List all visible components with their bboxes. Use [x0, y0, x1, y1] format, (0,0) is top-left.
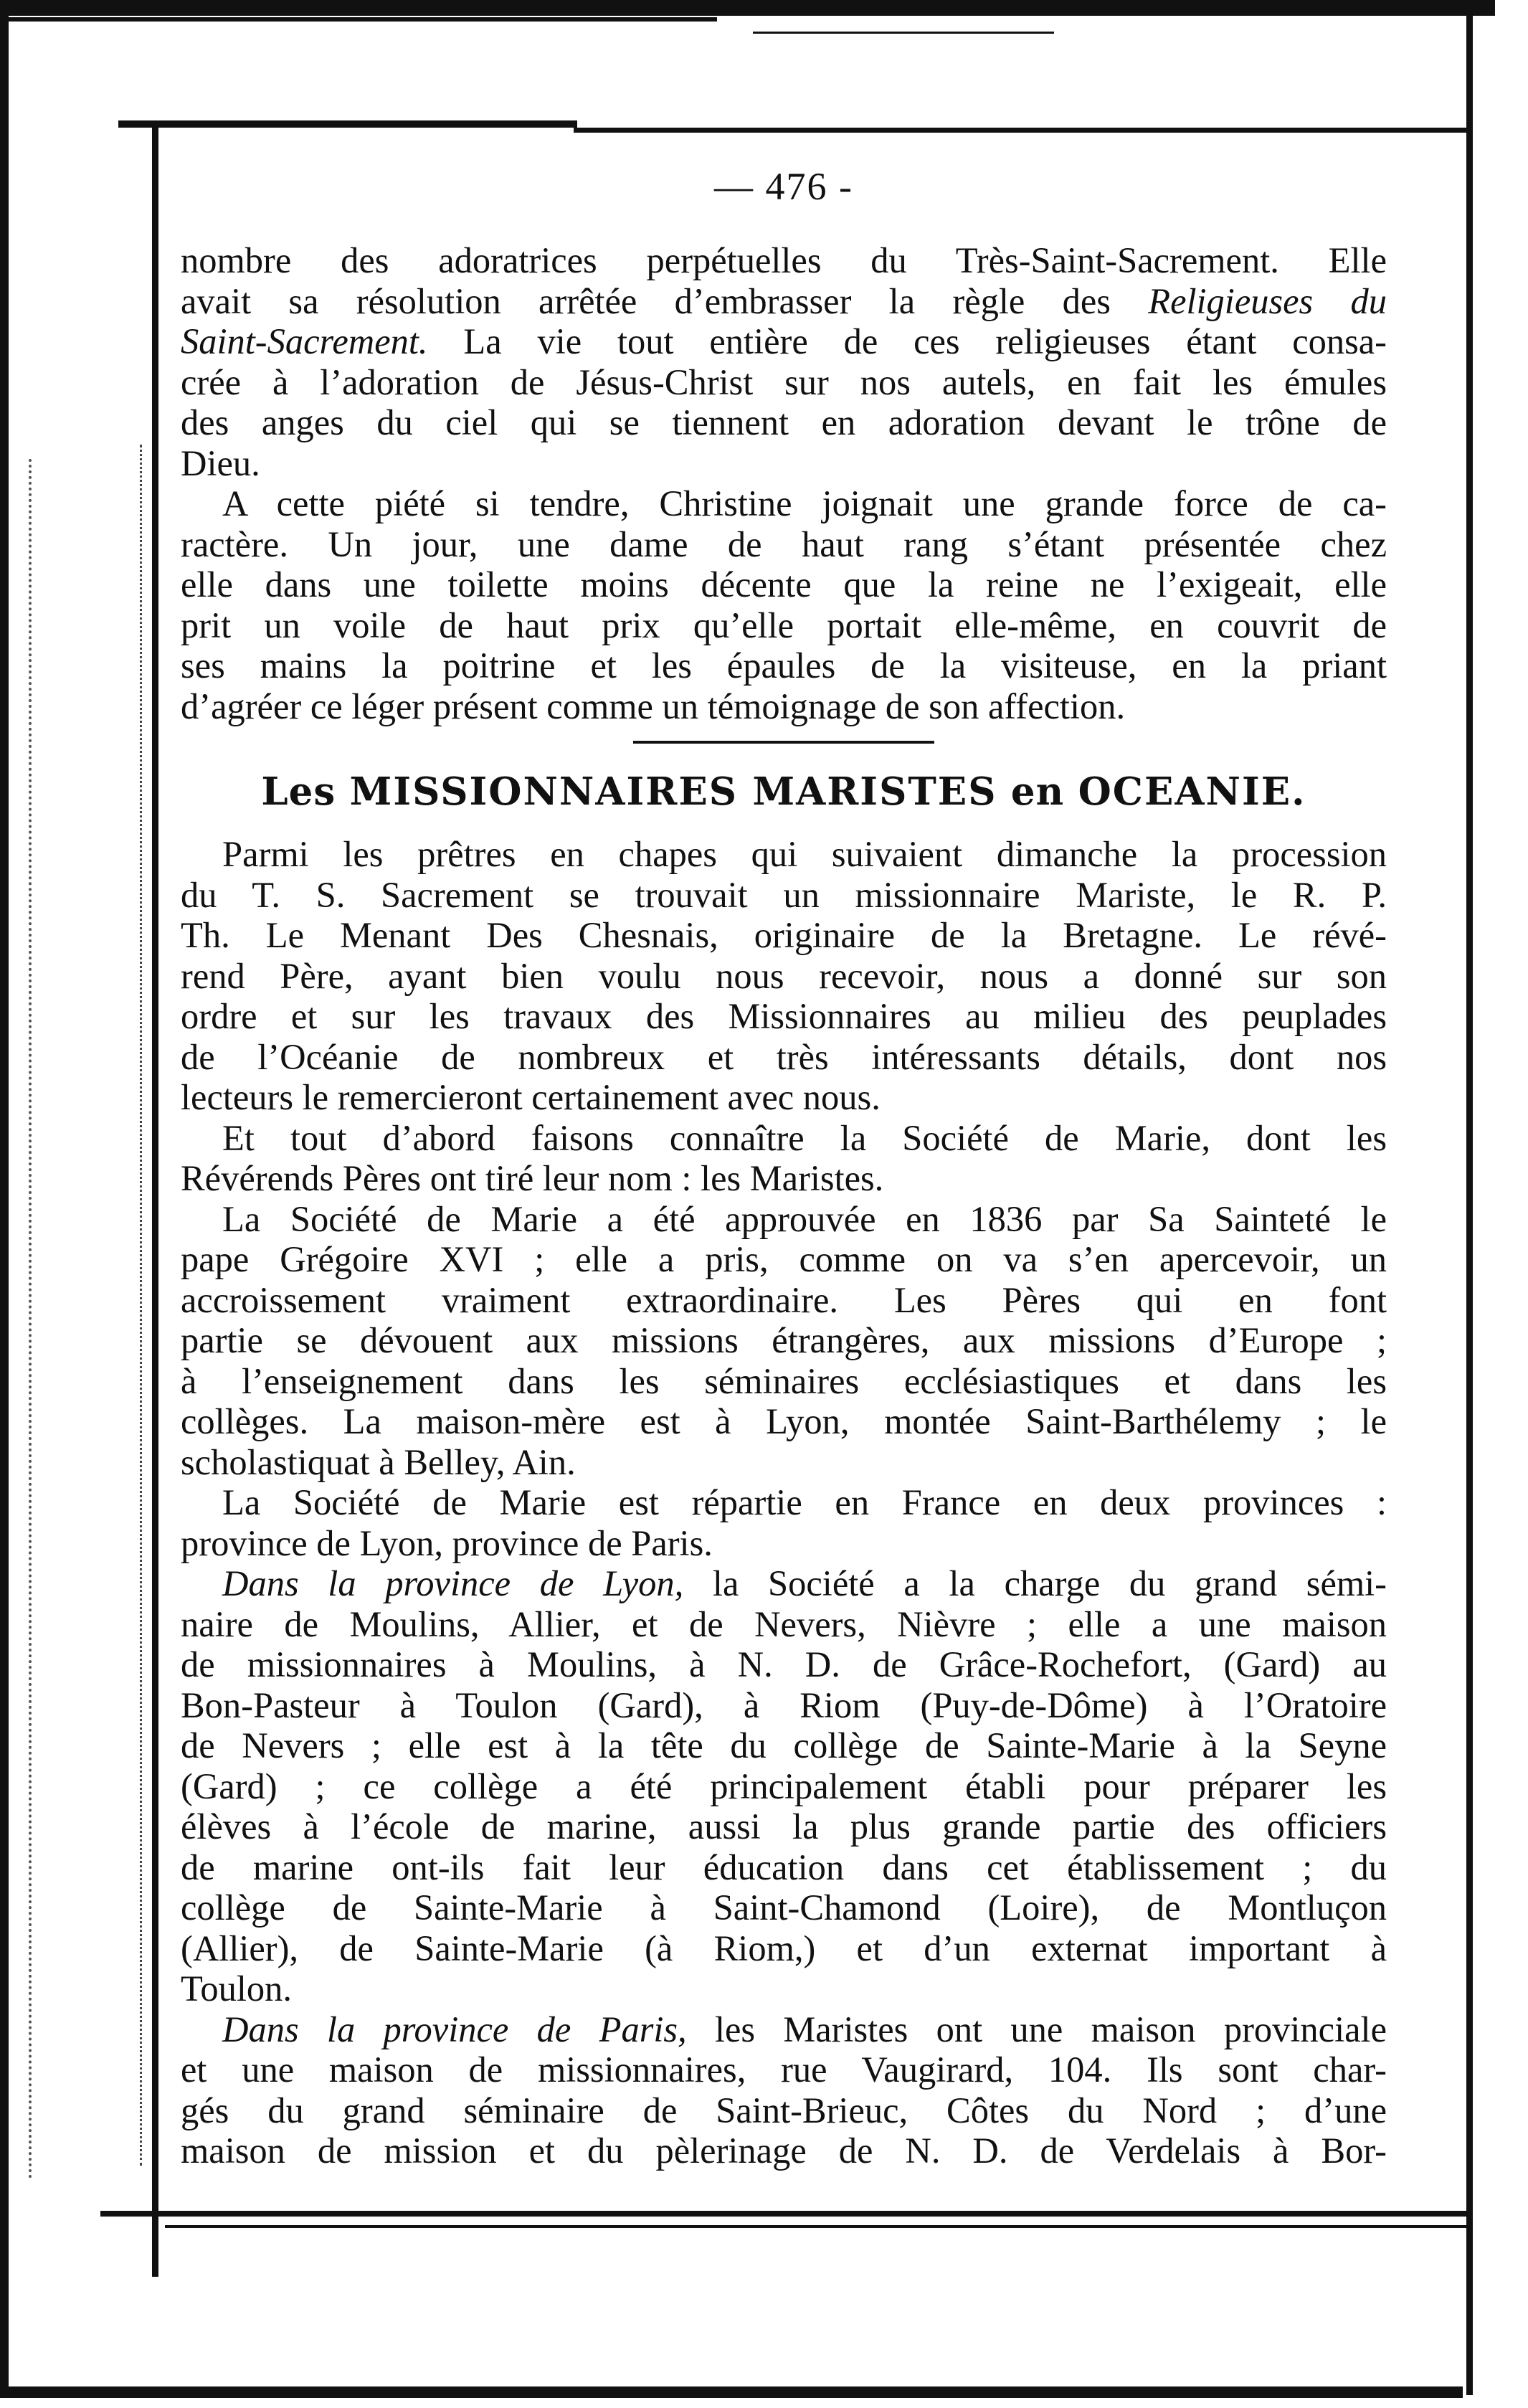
italic-run: Dans la province de Lyon,: [222, 1563, 684, 1603]
text-line: de Nevers ; elle est à la tête du collège de Sainte-Marie à la Seyne: [181, 1725, 1387, 1765]
text-line: ractère. Un jour, une dame de haut rang s’étant présentée chez: [181, 523, 1387, 564]
heading-prefix: Les: [261, 769, 350, 814]
text-run: La Société de Marie a été approuvée en 1836 par Sa Sainteté le: [222, 1198, 1387, 1239]
text-line: du T. S. Sacrement se trouvait un missionnaire Mariste, le R. P.: [181, 874, 1387, 915]
section-heading: [181, 765, 1387, 818]
text-line: rend Père, ayant bien voulu nous recevoir, nous a donné sur son: [181, 955, 1387, 996]
section-separator: [633, 741, 934, 744]
italic-run: Saint-Sacrement.: [181, 321, 428, 361]
frame-bottom-rule-thin: [165, 2225, 1470, 2228]
text-line: [181, 483, 1387, 524]
text-line: et une maison de missionnaires, rue Vaugirard, 104. Ils sont char-: [181, 2049, 1387, 2090]
heading-main: MISSIONNAIRES MARISTES: [349, 769, 997, 814]
paris-paragraph: [181, 2009, 1387, 2171]
text-line: de missionnaires à Moulins, à N. D. de Grâce-Rochefort, (Gard) au: [181, 1644, 1387, 1684]
text-run: La vie tout entière de ces religieuses étant consa-: [427, 321, 1387, 361]
heading-end: OCEANIE.: [1078, 769, 1306, 814]
text-line: [181, 1118, 1387, 1159]
body-paragraph: [181, 1199, 1387, 1483]
text-line: scholastiquat à Belley, Ain.: [181, 1441, 576, 1482]
text-line: [181, 1199, 1387, 1240]
text-line: d’agréer ce léger présent comme un témoignage de son affection.: [181, 686, 1126, 726]
text-line: Révérends Pères ont tiré leur nom : les Maristes.: [181, 1158, 884, 1198]
text-run: Parmi les prêtres en chapes qui suivaient dimanche la procession: [222, 834, 1387, 874]
text-line: [181, 281, 1387, 322]
text-line: naire de Moulins, Allier, et de Nevers, Nièvre ; elle a une maison: [181, 1603, 1387, 1644]
scan-top-dash: [753, 32, 1054, 34]
text-line: collèges. La maison-mère est à Lyon, montée Saint-Barthélemy ; le: [181, 1401, 1387, 1441]
text-line: elle dans une toilette moins décente que la reine ne l’exigeait, elle: [181, 564, 1387, 605]
text-run: La Société de Marie est répartie en France en deux provinces :: [222, 1482, 1387, 1522]
italic-run: Religieuses du: [1148, 280, 1387, 321]
scan-left-edge: [0, 0, 9, 2398]
text-line: gés du grand séminaire de Saint-Brieuc, Côtes du Nord ; d’une: [181, 2090, 1387, 2130]
body-paragraph: [181, 1118, 1387, 1199]
body-paragraph: [181, 834, 1387, 1118]
text-line: accroissement vraiment extraordinaire. Les Pères qui en font: [181, 1279, 1387, 1320]
text-run: avait sa résolution arrêtée d’embrasser la règle des: [181, 280, 1149, 321]
text-line: élèves à l’école de marine, aussi la plus grande partie des officiers: [181, 1806, 1387, 1847]
text-line: collège de Sainte-Marie à Saint-Chamond (Loire), de Montluçon: [181, 1887, 1387, 1928]
text-line: Dieu.: [181, 442, 260, 483]
text-line: ses mains la poitrine et les épaules de la visiteuse, en la priant: [181, 645, 1387, 686]
text-line: des anges du ciel qui se tiennent en adoration devant le trône de: [181, 402, 1387, 442]
frame-left-rule: [152, 122, 158, 2277]
lyon-paragraph: [181, 1563, 1387, 2009]
text-line: [181, 1482, 1387, 1523]
heading-mid: en: [997, 769, 1078, 814]
text-line: prit un voile de haut prix qu’elle portait elle-même, en couvrit de: [181, 605, 1387, 645]
text-line: [181, 321, 1387, 362]
page-number: — 476 -: [714, 165, 853, 208]
scan-edge-dots: [29, 459, 35, 2180]
text-run: la Société a la charge du grand sémi-: [683, 1563, 1387, 1603]
scan-top-border-inner: [0, 17, 717, 22]
text-line: partie se dévouent aux missions étrangères, aux missions d’Europe ;: [181, 1320, 1387, 1360]
text-line: nombre des adoratrices perpétuelles du Très-Saint-Sacrement. Elle: [181, 240, 1387, 280]
text-line: province de Lyon, province de Paris.: [181, 1522, 713, 1563]
text-line: maison de mission et du pèlerinage de N. D. de Verdelais à Bor-: [181, 2130, 1387, 2171]
text-line: de l’Océanie de nombreux et très intéressants détails, dont nos: [181, 1036, 1387, 1077]
frame-bottom-rule: [100, 2211, 1470, 2217]
text-line: Th. Le Menant Des Chesnais, originaire de la Bretagne. Le révé-: [181, 915, 1387, 955]
text-line: lecteurs le remercieront certainement avec nous.: [181, 1077, 881, 1117]
text-run: les Maristes ont une maison provinciale: [686, 2009, 1387, 2049]
text-line: [181, 1563, 1387, 1604]
text-line: crée à l’adoration de Jésus-Christ sur nos autels, en fait les émules: [181, 361, 1387, 402]
text-run: Et tout d’abord faisons connaître la Société de Marie, dont les: [222, 1117, 1387, 1158]
text-line: (Allier), de Sainte-Marie (à Riom,) et d’un externat important à: [181, 1928, 1387, 1968]
italic-run: Dans la province de Paris,: [222, 2009, 687, 2049]
text-line: Toulon.: [181, 1968, 292, 2009]
text-line: Bon-Pasteur à Toulon (Gard), à Riom (Puy-de-Dôme) à l’Oratoire: [181, 1684, 1387, 1725]
body-paragraphs: [181, 834, 1387, 1563]
text-line: ordre et sur les travaux des Missionnaires au milieu des peuplades: [181, 996, 1387, 1036]
text-line: à l’enseignement dans les séminaires ecclésiastiques et dans les: [181, 1360, 1387, 1401]
frame-left-dotted-margin: [140, 445, 152, 2166]
body-paragraph: [181, 1482, 1387, 1563]
frame-right-rule: [1466, 0, 1473, 2395]
page-content: [181, 161, 1387, 2171]
text-line: de marine ont-ils fait leur éducation dans cet établissement ; du: [181, 1847, 1387, 1887]
scan-bottom-border: [0, 2386, 1463, 2398]
text-line: pape Grégoire XVI ; elle a pris, comme on va s’en apercevoir, un: [181, 1239, 1387, 1279]
frame-top-rule-right: [574, 128, 1470, 133]
christine-paragraph: [181, 483, 1387, 726]
text-run: A cette piété si tendre, Christine joignait une grande force de ca-: [222, 483, 1387, 523]
text-line: [181, 834, 1387, 875]
text-line: [181, 2009, 1387, 2050]
intro-paragraph: [181, 240, 1387, 483]
frame-top-rule-left: [118, 120, 577, 128]
scan-top-border: [0, 0, 1495, 16]
text-line: (Gard) ; ce collège a été principalement établi pour préparer les: [181, 1765, 1387, 1806]
